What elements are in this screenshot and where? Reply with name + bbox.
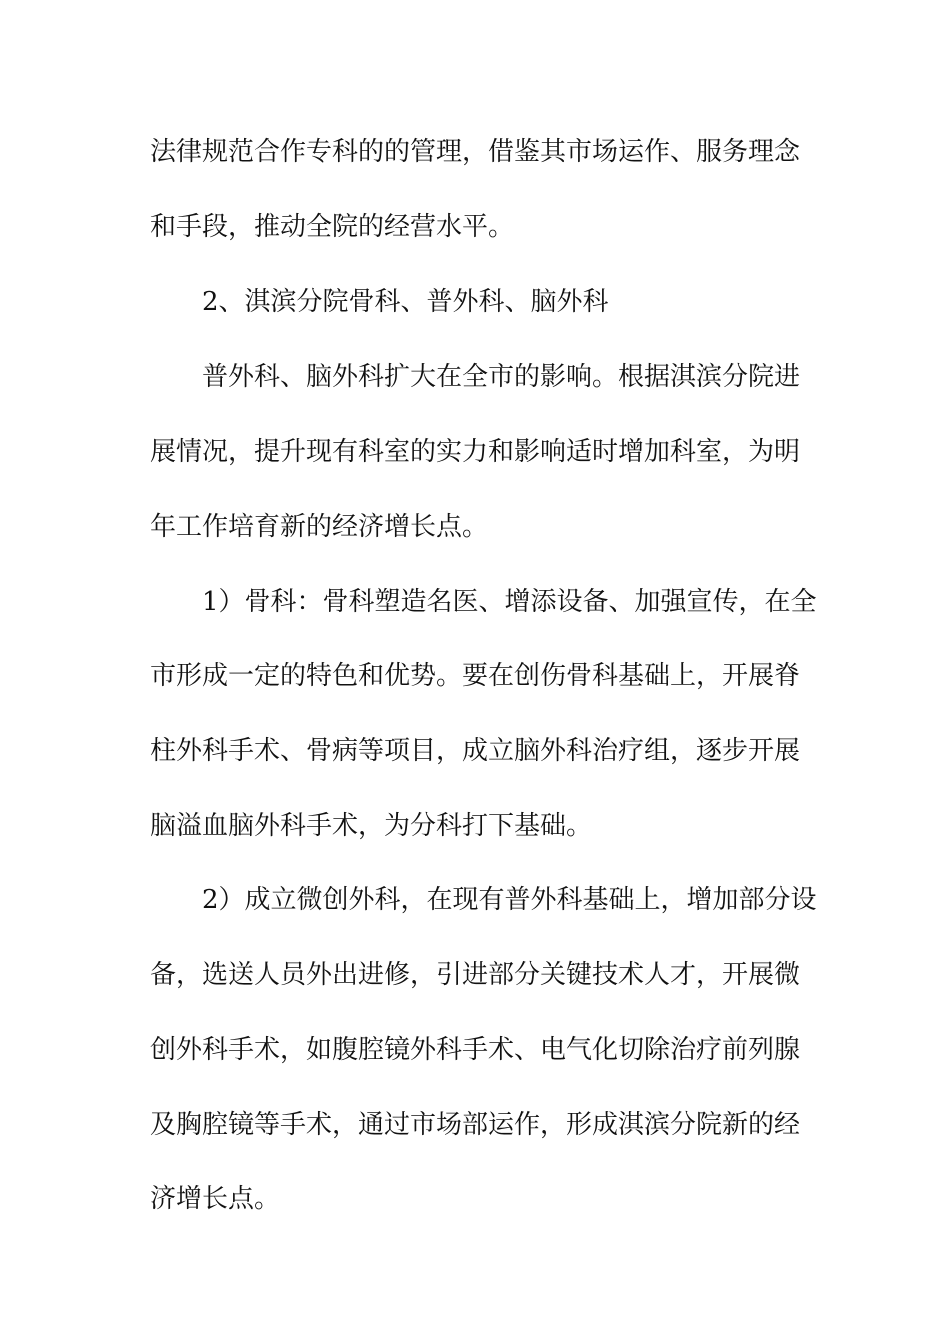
text-line: 展情况，提升现有科室的实力和影响适时增加科室，为明 (150, 437, 801, 467)
text-line: 市形成一定的特色和优势。要在创伤骨科基础上，开展脊 (150, 661, 801, 691)
text-line: 脑溢血脑外科手术，为分科打下基础。 (150, 811, 593, 841)
text-line: 普外科、脑外科扩大在全市的影响。根据淇滨分院进 (202, 362, 801, 392)
section-heading: 2、淇滨分院骨科、普外科、脑外科 (202, 287, 609, 317)
text-line: 及胸腔镜等手术，通过市场部运作，形成淇滨分院新的经 (150, 1110, 801, 1140)
text-line: 2）成立微创外科，在现有普外科基础上，增加部分设 (202, 885, 817, 915)
text-line: 柱外科手术、骨病等项目，成立脑外科治疗组，逐步开展 (150, 736, 801, 766)
text-line: 济增长点。 (150, 1184, 281, 1214)
text-line: 年工作培育新的经济增长点。 (150, 512, 489, 542)
text-line: 创外科手术，如腹腔镜外科手术、电气化切除治疗前列腺 (150, 1035, 801, 1065)
text-line: 和手段，推动全院的经营水平。 (150, 212, 515, 242)
text-line: 法律规范合作专科的的管理，借鉴其市场运作、服务理念 (150, 137, 801, 167)
text-line: 备，选送人员外出进修，引进部分关键技术人才，开展微 (150, 960, 801, 990)
text-line: 1）骨科：骨科塑造名医、增添设备、加强宣传，在全 (202, 587, 817, 617)
